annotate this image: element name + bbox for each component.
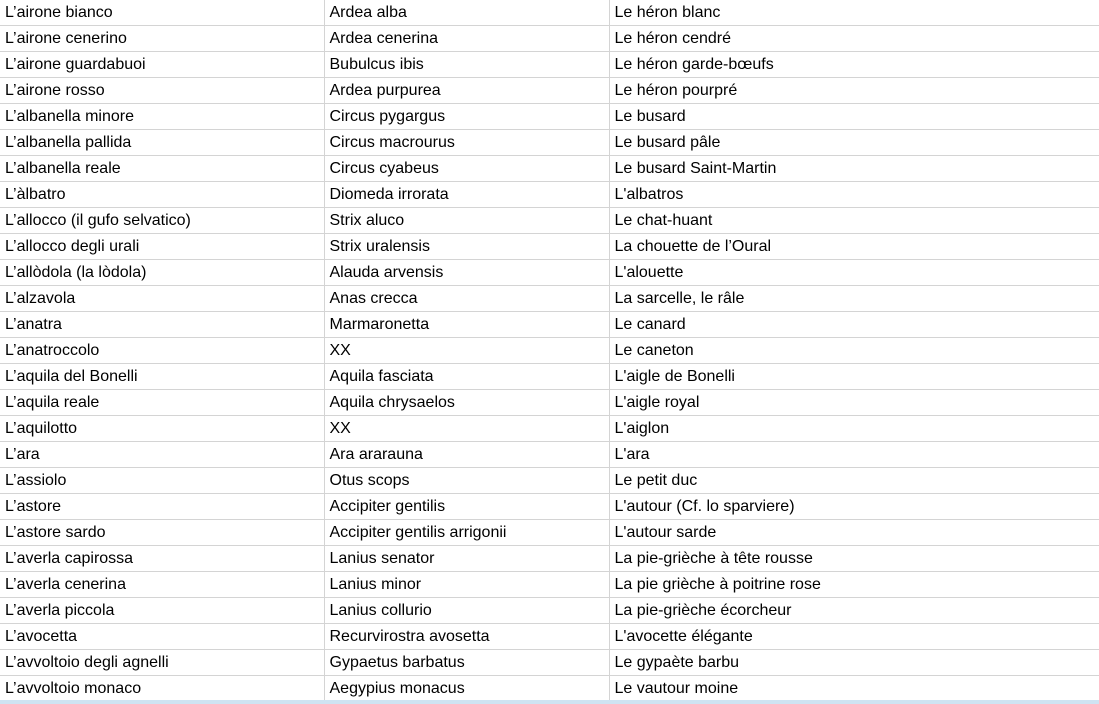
- italian-name-cell[interactable]: L’allòdola (la lòdola): [0, 260, 324, 286]
- latin-name-cell[interactable]: XX: [324, 416, 609, 442]
- french-name-cell[interactable]: Le busard pâle: [609, 130, 1099, 156]
- table-row: [0, 390, 1099, 416]
- latin-name-cell[interactable]: Circus macrourus: [324, 130, 609, 156]
- latin-name-cell[interactable]: Recurvirostra avosetta: [324, 624, 609, 650]
- italian-name-cell[interactable]: L’averla piccola: [0, 598, 324, 624]
- latin-name-cell[interactable]: Ardea alba: [324, 0, 609, 26]
- table-row: [0, 26, 1099, 52]
- latin-name-cell[interactable]: Lanius senator: [324, 546, 609, 572]
- latin-name-cell[interactable]: Marmaronetta: [324, 312, 609, 338]
- french-name-cell[interactable]: Le petit duc: [609, 468, 1099, 494]
- italian-name-cell[interactable]: L’assiolo: [0, 468, 324, 494]
- table-row: [0, 520, 1099, 546]
- latin-name-cell[interactable]: Strix uralensis: [324, 234, 609, 260]
- table-row: [0, 572, 1099, 598]
- italian-name-cell[interactable]: L’alzavola: [0, 286, 324, 312]
- window-bottom-edge: [0, 700, 1099, 704]
- latin-name-cell[interactable]: Anas crecca: [324, 286, 609, 312]
- french-name-cell[interactable]: La sarcelle, le râle: [609, 286, 1099, 312]
- italian-name-cell[interactable]: L’anatra: [0, 312, 324, 338]
- table-row: [0, 676, 1099, 702]
- french-name-cell[interactable]: La pie-grièche écorcheur: [609, 598, 1099, 624]
- table-row: [0, 598, 1099, 624]
- italian-name-cell[interactable]: L’àlbatro: [0, 182, 324, 208]
- latin-name-cell[interactable]: Accipiter gentilis: [324, 494, 609, 520]
- latin-name-cell[interactable]: Aegypius monacus: [324, 676, 609, 702]
- italian-name-cell[interactable]: L’avocetta: [0, 624, 324, 650]
- french-name-cell[interactable]: L'autour sarde: [609, 520, 1099, 546]
- latin-name-cell[interactable]: Bubulcus ibis: [324, 52, 609, 78]
- italian-name-cell[interactable]: L’allocco (il gufo selvatico): [0, 208, 324, 234]
- italian-name-cell[interactable]: L’avvoltoio monaco: [0, 676, 324, 702]
- latin-name-cell[interactable]: Alauda arvensis: [324, 260, 609, 286]
- latin-name-cell[interactable]: Accipiter gentilis arrigonii: [324, 520, 609, 546]
- french-name-cell[interactable]: Le busard: [609, 104, 1099, 130]
- table-row: [0, 0, 1099, 26]
- latin-name-cell[interactable]: Aquila chrysaelos: [324, 390, 609, 416]
- latin-name-cell[interactable]: Ardea purpurea: [324, 78, 609, 104]
- italian-name-cell[interactable]: L’avvoltoio degli agnelli: [0, 650, 324, 676]
- table-row: [0, 312, 1099, 338]
- italian-name-cell[interactable]: L’albanella pallida: [0, 130, 324, 156]
- french-name-cell[interactable]: La pie-grièche à tête rousse: [609, 546, 1099, 572]
- table-row: [0, 234, 1099, 260]
- french-name-cell[interactable]: Le gypaète barbu: [609, 650, 1099, 676]
- italian-name-cell[interactable]: L’averla capirossa: [0, 546, 324, 572]
- french-name-cell[interactable]: Le héron cendré: [609, 26, 1099, 52]
- italian-name-cell[interactable]: L’astore sardo: [0, 520, 324, 546]
- italian-name-cell[interactable]: L’anatroccolo: [0, 338, 324, 364]
- french-name-cell[interactable]: Le héron blanc: [609, 0, 1099, 26]
- french-name-cell[interactable]: Le canard: [609, 312, 1099, 338]
- table-row: [0, 156, 1099, 182]
- latin-name-cell[interactable]: Diomeda irrorata: [324, 182, 609, 208]
- table-row: [0, 130, 1099, 156]
- italian-name-cell[interactable]: L’aquilotto: [0, 416, 324, 442]
- italian-name-cell[interactable]: L’albanella minore: [0, 104, 324, 130]
- table-row: [0, 364, 1099, 390]
- table-row: [0, 104, 1099, 130]
- latin-name-cell[interactable]: Strix aluco: [324, 208, 609, 234]
- french-name-cell[interactable]: Le vautour moine: [609, 676, 1099, 702]
- latin-name-cell[interactable]: Aquila fasciata: [324, 364, 609, 390]
- italian-name-cell[interactable]: L’airone bianco: [0, 0, 324, 26]
- french-name-cell[interactable]: Le busard Saint-Martin: [609, 156, 1099, 182]
- table-row: [0, 78, 1099, 104]
- table-row: [0, 494, 1099, 520]
- french-name-cell[interactable]: Le héron pourpré: [609, 78, 1099, 104]
- table-row: [0, 650, 1099, 676]
- french-name-cell[interactable]: Le héron garde-bœufs: [609, 52, 1099, 78]
- italian-name-cell[interactable]: L’aquila del Bonelli: [0, 364, 324, 390]
- table-row: [0, 208, 1099, 234]
- italian-name-cell[interactable]: L’airone rosso: [0, 78, 324, 104]
- latin-name-cell[interactable]: XX: [324, 338, 609, 364]
- table-row: [0, 52, 1099, 78]
- latin-name-cell[interactable]: Gypaetus barbatus: [324, 650, 609, 676]
- table-row: [0, 442, 1099, 468]
- french-name-cell[interactable]: Le chat-huant: [609, 208, 1099, 234]
- latin-name-cell[interactable]: Circus pygargus: [324, 104, 609, 130]
- french-name-cell[interactable]: L'ara: [609, 442, 1099, 468]
- french-name-cell[interactable]: L'aiglon: [609, 416, 1099, 442]
- table-row: [0, 286, 1099, 312]
- french-name-cell[interactable]: L'avocette élégante: [609, 624, 1099, 650]
- latin-name-cell[interactable]: Lanius collurio: [324, 598, 609, 624]
- italian-name-cell[interactable]: L’ara: [0, 442, 324, 468]
- latin-name-cell[interactable]: Otus scops: [324, 468, 609, 494]
- latin-name-cell[interactable]: Circus cyabeus: [324, 156, 609, 182]
- italian-name-cell[interactable]: L’astore: [0, 494, 324, 520]
- table-row: [0, 624, 1099, 650]
- table-row: [0, 182, 1099, 208]
- italian-name-cell[interactable]: L’airone cenerino: [0, 26, 324, 52]
- latin-name-cell[interactable]: Ara ararauna: [324, 442, 609, 468]
- french-name-cell[interactable]: La pie grièche à poitrine rose: [609, 572, 1099, 598]
- french-name-cell[interactable]: Le caneton: [609, 338, 1099, 364]
- italian-name-cell[interactable]: L’aquila reale: [0, 390, 324, 416]
- french-name-cell[interactable]: La chouette de l’Oural: [609, 234, 1099, 260]
- french-name-cell[interactable]: L'albatros: [609, 182, 1099, 208]
- table-row: [0, 416, 1099, 442]
- italian-name-cell[interactable]: L’airone guardabuoi: [0, 52, 324, 78]
- table-row: [0, 546, 1099, 572]
- italian-name-cell[interactable]: L’allocco degli urali: [0, 234, 324, 260]
- table-row: [0, 338, 1099, 364]
- italian-name-cell[interactable]: L’averla cenerina: [0, 572, 324, 598]
- table-row: [0, 260, 1099, 286]
- latin-name-cell[interactable]: Ardea cenerina: [324, 26, 609, 52]
- table-row: [0, 468, 1099, 494]
- french-name-cell[interactable]: L'autour (Cf. lo sparviere): [609, 494, 1099, 520]
- french-name-cell[interactable]: L'aigle de Bonelli: [609, 364, 1099, 390]
- french-name-cell[interactable]: L'alouette: [609, 260, 1099, 286]
- italian-name-cell[interactable]: L’albanella reale: [0, 156, 324, 182]
- latin-name-cell[interactable]: Lanius minor: [324, 572, 609, 598]
- french-name-cell[interactable]: L'aigle royal: [609, 390, 1099, 416]
